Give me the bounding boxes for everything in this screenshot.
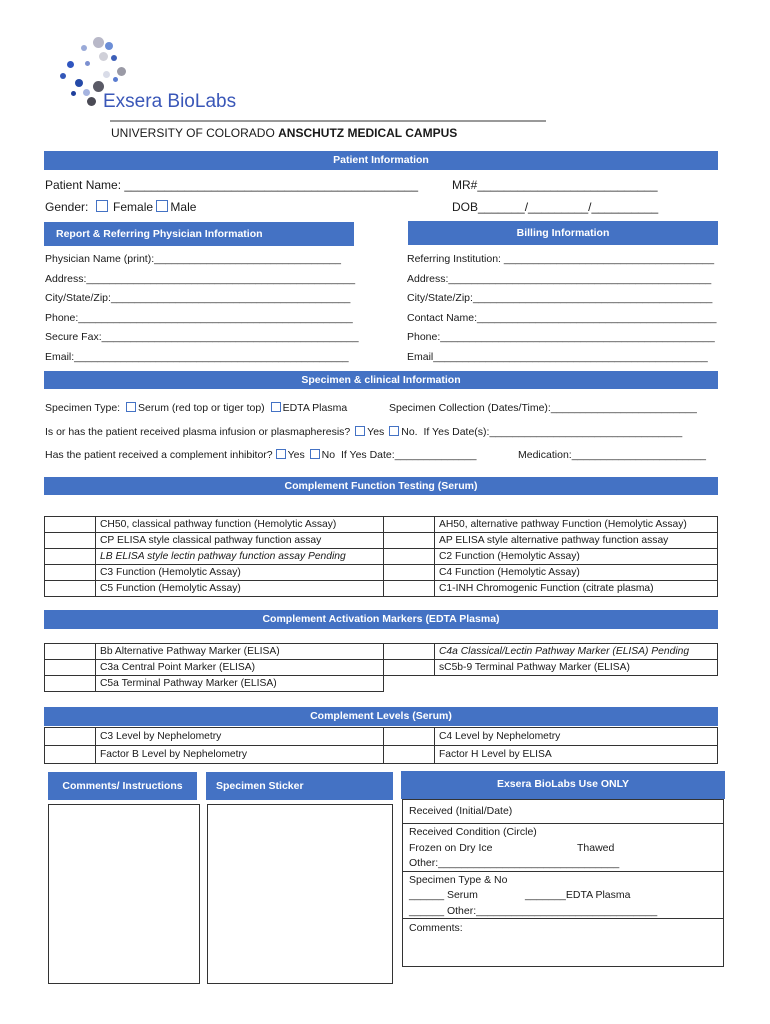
institution-title	[111, 126, 457, 140]
edta-count-field[interactable]: _______EDTA Plasma	[525, 889, 631, 901]
test-c3-function: C3 Function (Hemolytic Assay)	[96, 565, 384, 581]
plasma-question-row	[45, 426, 682, 438]
address-field[interactable]: Address:______________________________________________	[45, 273, 356, 285]
marker-sc5b9: sC5b-9 Terminal Pathway Marker (ELISA)	[435, 660, 718, 676]
table-row	[45, 676, 718, 692]
male-label: Male	[170, 200, 197, 214]
plasma-yes-checkbox[interactable]	[355, 426, 365, 436]
use-only-band: Exsera BioLabs Use ONLY	[401, 771, 725, 799]
level-c4: C4 Level by Nephelometry	[435, 728, 718, 746]
physician-name-field[interactable]: Physician Name (print):________________________________	[45, 253, 341, 265]
comments-band: Comments/ Instructions	[48, 772, 197, 800]
billing-address-field[interactable]: Address:_____________________________________________	[407, 273, 712, 285]
mr-field[interactable]: MR#___________________________	[452, 178, 658, 192]
specimen-type-label: Specimen Type & No	[409, 874, 508, 886]
checkbox-cell[interactable]	[45, 581, 96, 597]
plasma-question: Is or has the patient received plasma infusion or plasmapheresis?	[45, 426, 351, 438]
level-factor-h: Factor H Level by ELISA	[435, 746, 718, 764]
level-c3: C3 Level by Nephelometry	[96, 728, 384, 746]
female-label: Female	[113, 200, 154, 214]
table-row	[45, 644, 718, 660]
inhibitor-question: Has the patient received a complement inhibitor?	[45, 449, 273, 461]
checkbox-cell[interactable]	[384, 660, 435, 676]
marker-c5a: C5a Terminal Pathway Marker (ELISA)	[96, 676, 384, 692]
plasma-no-checkbox[interactable]	[389, 426, 399, 436]
male-checkbox[interactable]	[156, 200, 168, 212]
comments-box[interactable]	[48, 804, 200, 984]
checkbox-cell[interactable]	[45, 644, 96, 660]
checkbox-cell[interactable]	[45, 660, 96, 676]
phone-field[interactable]: Phone:_______________________________________________	[45, 312, 353, 324]
report-band: Report & Referring Physician Information	[44, 222, 354, 246]
test-ap-elisa: AP ELISA style alternative pathway function assay	[435, 533, 718, 549]
table-row	[45, 581, 718, 597]
marker-bb: Bb Alternative Pathway Marker (ELISA)	[96, 644, 384, 660]
patient-info-band: Patient Information	[44, 151, 718, 170]
empty-cell	[435, 676, 718, 692]
checkbox-cell[interactable]	[45, 549, 96, 565]
inhibitor-yes-label: Yes	[287, 449, 305, 461]
thawed-option[interactable]: Thawed	[577, 842, 615, 854]
table-row	[45, 746, 718, 764]
secure-fax-field[interactable]: Secure Fax:____________________________________________	[45, 331, 359, 343]
checkbox-cell[interactable]	[384, 549, 435, 565]
serum-label: Serum (red top or tiger top)	[138, 402, 265, 414]
level-factor-b: Factor B Level by Nephelometry	[96, 746, 384, 764]
specimen-type-label: Specimen Type:	[45, 402, 121, 414]
checkbox-cell[interactable]	[45, 746, 96, 764]
test-c4-function: C4 Function (Hemolytic Assay)	[435, 565, 718, 581]
dob-field[interactable]: DOB_______/_________/__________	[452, 200, 659, 214]
plasma-no-label: No.	[401, 426, 418, 438]
billing-phone-field[interactable]: Phone:_______________________________________________	[407, 331, 715, 343]
comments-label: Comments:	[409, 922, 463, 934]
inhibitor-yes-checkbox[interactable]	[276, 449, 286, 459]
institution-prefix: UNIVERSITY OF COLORADO	[111, 126, 279, 140]
levels-band: Complement Levels (Serum)	[44, 707, 718, 726]
marker-c3a: C3a Central Point Marker (ELISA)	[96, 660, 384, 676]
test-c2-function: C2 Function (Hemolytic Assay)	[435, 549, 718, 565]
specimen-type-row	[45, 402, 347, 414]
table-row	[45, 728, 718, 746]
cft-band: Complement Function Testing (Serum)	[44, 477, 718, 495]
use-only-box	[402, 799, 724, 967]
company-logo	[55, 33, 255, 118]
sticker-band: Specimen Sticker	[206, 772, 393, 800]
email-field[interactable]: Email:_______________________________________________	[45, 351, 349, 363]
edta-checkbox[interactable]	[271, 402, 281, 412]
table-row	[45, 549, 718, 565]
test-lb-elisa: LB ELISA style lectin pathway function assay Pending	[96, 549, 384, 565]
inhibitor-date-field[interactable]: If Yes Date:______________	[340, 449, 477, 461]
header-rule	[110, 120, 546, 122]
medication-field[interactable]: Medication:_______________________	[518, 449, 707, 461]
female-checkbox[interactable]	[96, 200, 108, 212]
empty-cell	[384, 676, 435, 692]
institution-bold: ANSCHUTZ MEDICAL CAMPUS	[278, 126, 458, 140]
checkbox-cell[interactable]	[45, 676, 96, 692]
inhibitor-question-row	[45, 449, 476, 461]
use-only-divider	[403, 823, 723, 824]
specimen-collection-field[interactable]: Specimen Collection (Dates/Time):_________________________	[389, 402, 697, 414]
cft-table	[44, 516, 718, 597]
city-state-zip-field[interactable]: City/State/Zip:_________________________________________	[45, 292, 351, 304]
checkbox-cell[interactable]	[384, 533, 435, 549]
other-type-field[interactable]: ______ Other:_______________________________	[409, 905, 658, 917]
serum-checkbox[interactable]	[126, 402, 136, 412]
checkbox-cell[interactable]	[45, 565, 96, 581]
use-only-divider	[403, 918, 723, 919]
gender-label: Gender:	[45, 200, 89, 214]
test-cp-elisa: CP ELISA style classical pathway function assay	[96, 533, 384, 549]
gender-row	[45, 200, 196, 214]
checkbox-cell[interactable]	[45, 728, 96, 746]
billing-city-field[interactable]: City/State/Zip:_________________________________________	[407, 292, 713, 304]
cam-band: Complement Activation Markers (EDTA Plasma)	[44, 610, 718, 629]
table-row	[45, 517, 718, 533]
billing-band: Billing Information	[408, 221, 718, 245]
referring-institution-field[interactable]: Referring Institution: ____________________________________	[407, 253, 715, 265]
test-c5-function: C5 Function (Hemolytic Assay)	[96, 581, 384, 597]
edta-label: EDTA Plasma	[282, 402, 348, 414]
table-row	[45, 660, 718, 676]
checkbox-cell[interactable]	[45, 533, 96, 549]
checkbox-cell[interactable]	[384, 644, 435, 660]
table-row	[45, 565, 718, 581]
checkbox-cell[interactable]	[384, 581, 435, 597]
levels-table	[44, 727, 718, 764]
marker-c4a: C4a Classical/Lectin Pathway Marker (ELISA) Pending	[435, 644, 718, 660]
table-row	[45, 533, 718, 549]
sticker-box[interactable]	[207, 804, 393, 984]
use-only-divider	[403, 871, 723, 872]
cam-table	[44, 643, 718, 692]
test-c1-inh: C1-INH Chromogenic Function (citrate plasma)	[435, 581, 718, 597]
checkbox-cell[interactable]	[384, 728, 435, 746]
inhibitor-no-label: No	[321, 449, 336, 461]
plasma-date-field[interactable]: If Yes Date(s):_________________________________	[423, 426, 683, 438]
contact-name-field[interactable]: Contact Name:_________________________________________	[407, 312, 717, 324]
logo-text: Exsera BioLabs	[103, 91, 237, 112]
test-ah50: AH50, alternative pathway Function (Hemolytic Assay)	[435, 517, 718, 533]
plasma-yes-label: Yes	[367, 426, 385, 438]
other-condition-field[interactable]: Other:_______________________________	[409, 857, 620, 869]
checkbox-cell[interactable]	[384, 565, 435, 581]
inhibitor-no-checkbox[interactable]	[310, 449, 320, 459]
received-field[interactable]: Received (Initial/Date)	[409, 805, 513, 817]
serum-count-field[interactable]: ______ Serum	[409, 889, 478, 901]
frozen-option[interactable]: Frozen on Dry Ice	[409, 842, 493, 854]
specimen-band: Specimen & clinical Information	[44, 371, 718, 389]
condition-label: Received Condition (Circle)	[409, 826, 537, 838]
patient-name-field[interactable]: Patient Name: ____________________________________________	[45, 178, 419, 192]
checkbox-cell[interactable]	[384, 746, 435, 764]
billing-email-field[interactable]: Email_______________________________________________	[407, 351, 708, 363]
checkbox-cell[interactable]	[45, 517, 96, 533]
test-ch50: CH50, classical pathway function (Hemolytic Assay)	[96, 517, 384, 533]
checkbox-cell[interactable]	[384, 517, 435, 533]
